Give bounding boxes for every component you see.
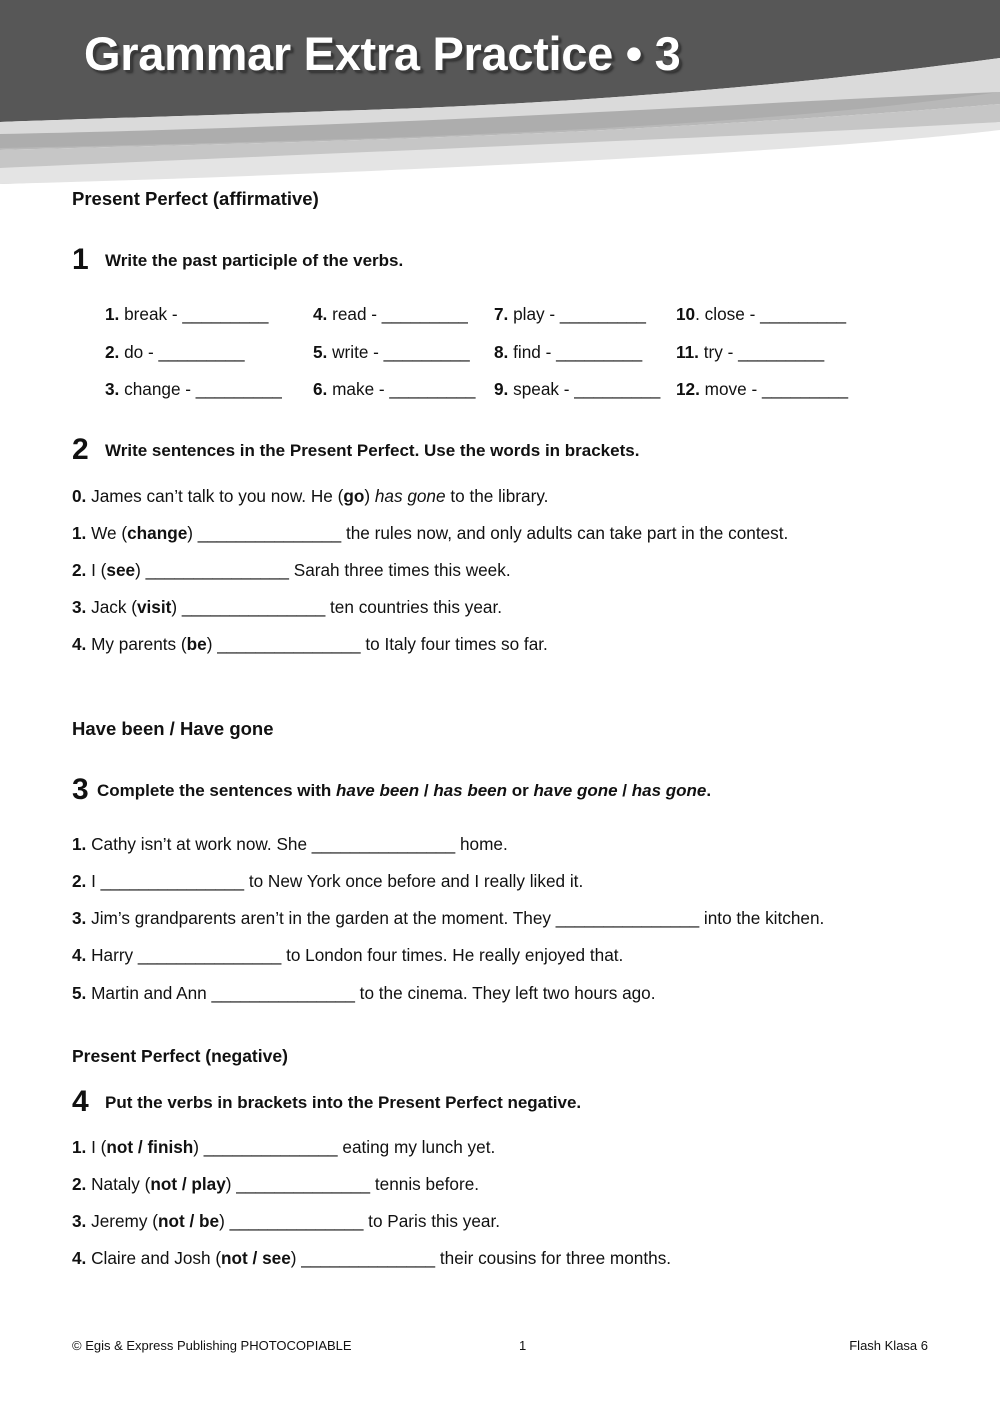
exercise-sentence: 2. Nataly (not / play) ______________ tennis before. <box>72 1174 480 1194</box>
exercise-instruction: Write sentences in the Present Perfect. Use the words in brackets. <box>105 441 640 460</box>
footer-copyright: © Egis & Express Publishing PHOTOCOPIABLE <box>72 1338 352 1353</box>
exercise-sentence: 4. My parents (be) _______________ to Italy four times so far. <box>72 634 548 654</box>
verb-item: 10. close - _________ <box>676 304 847 324</box>
verb-item: 1. break - _________ <box>105 304 269 324</box>
exercise-number: 2 <box>72 433 89 466</box>
verb-item: 7. play - _________ <box>494 304 646 324</box>
verb-item: 12. move - _________ <box>676 379 849 399</box>
exercise-sentence: 3. Jeremy (not / be) ______________ to Paris this year. <box>72 1211 501 1231</box>
exercise-sentence: 3. Jim’s grandparents aren’t in the garden at the moment. They _______________ into the kitchen. <box>72 908 825 928</box>
verb-item: 9. speak - _________ <box>494 379 661 399</box>
footer-book-name: Flash Klasa 6 <box>849 1338 928 1353</box>
section-heading-been-gone: Have been / Have gone <box>72 718 274 739</box>
section-heading-affirmative: Present Perfect (affirmative) <box>72 188 319 209</box>
verb-item: 2. do - _________ <box>105 342 245 362</box>
footer-page-number: 1 <box>519 1338 527 1353</box>
section-heading-negative: Present Perfect (negative) <box>72 1046 288 1066</box>
exercise-number: 1 <box>72 243 89 276</box>
exercise-sentence: 4. Claire and Josh (not / see) ______________ their cousins for three months. <box>72 1248 672 1268</box>
verb-item: 3. change - _________ <box>105 379 282 399</box>
exercise-1-heading <box>72 243 403 277</box>
exercise-sentence: 1. Cathy isn’t at work now. She _______________ home. <box>72 834 508 854</box>
verb-item: 4. read - _________ <box>313 304 468 324</box>
exercise-number: 4 <box>72 1085 89 1118</box>
verb-item: 5. write - _________ <box>313 342 470 362</box>
exercise-sentence: 3. Jack (visit) _______________ ten countries this year. <box>72 597 502 617</box>
exercise-sentence: 2. I (see) _______________ Sarah three times this week. <box>72 560 511 580</box>
verb-item: 11. try - _________ <box>676 342 825 362</box>
exercise-sentence: 1. We (change) _______________ the rules now, and only adults can take part in the contest. <box>72 523 789 543</box>
exercise-sentence: 1. I (not / finish) ______________ eating my lunch yet. <box>72 1137 496 1157</box>
exercise-2-heading <box>72 433 639 467</box>
example-sentence: 0. James can’t talk to you now. He (go) has gone to the library. <box>72 486 549 506</box>
exercise-sentence: 2. I _______________ to New York once before and I really liked it. <box>72 871 584 891</box>
exercise-instruction: Put the verbs in brackets into the Present Perfect negative. <box>105 1093 582 1112</box>
exercise-sentence: 5. Martin and Ann _______________ to the cinema. They left two hours ago. <box>72 983 656 1003</box>
page-title: Grammar Extra Practice • 3 <box>84 27 681 80</box>
exercise-3-heading: 3 Complete the sentences with have been / has been or have gone / has gone. <box>72 773 712 806</box>
verb-item: 6. make - _________ <box>313 379 476 399</box>
exercise-4-heading <box>72 1085 581 1119</box>
exercise-instruction: Write the past participle of the verbs. <box>105 251 404 270</box>
exercise-sentence: 4. Harry _______________ to London four times. He really enjoyed that. <box>72 945 624 965</box>
exercise-number: 3 <box>72 773 89 806</box>
verb-item: 8. find - _________ <box>494 342 643 362</box>
header-banner <box>0 0 1000 190</box>
